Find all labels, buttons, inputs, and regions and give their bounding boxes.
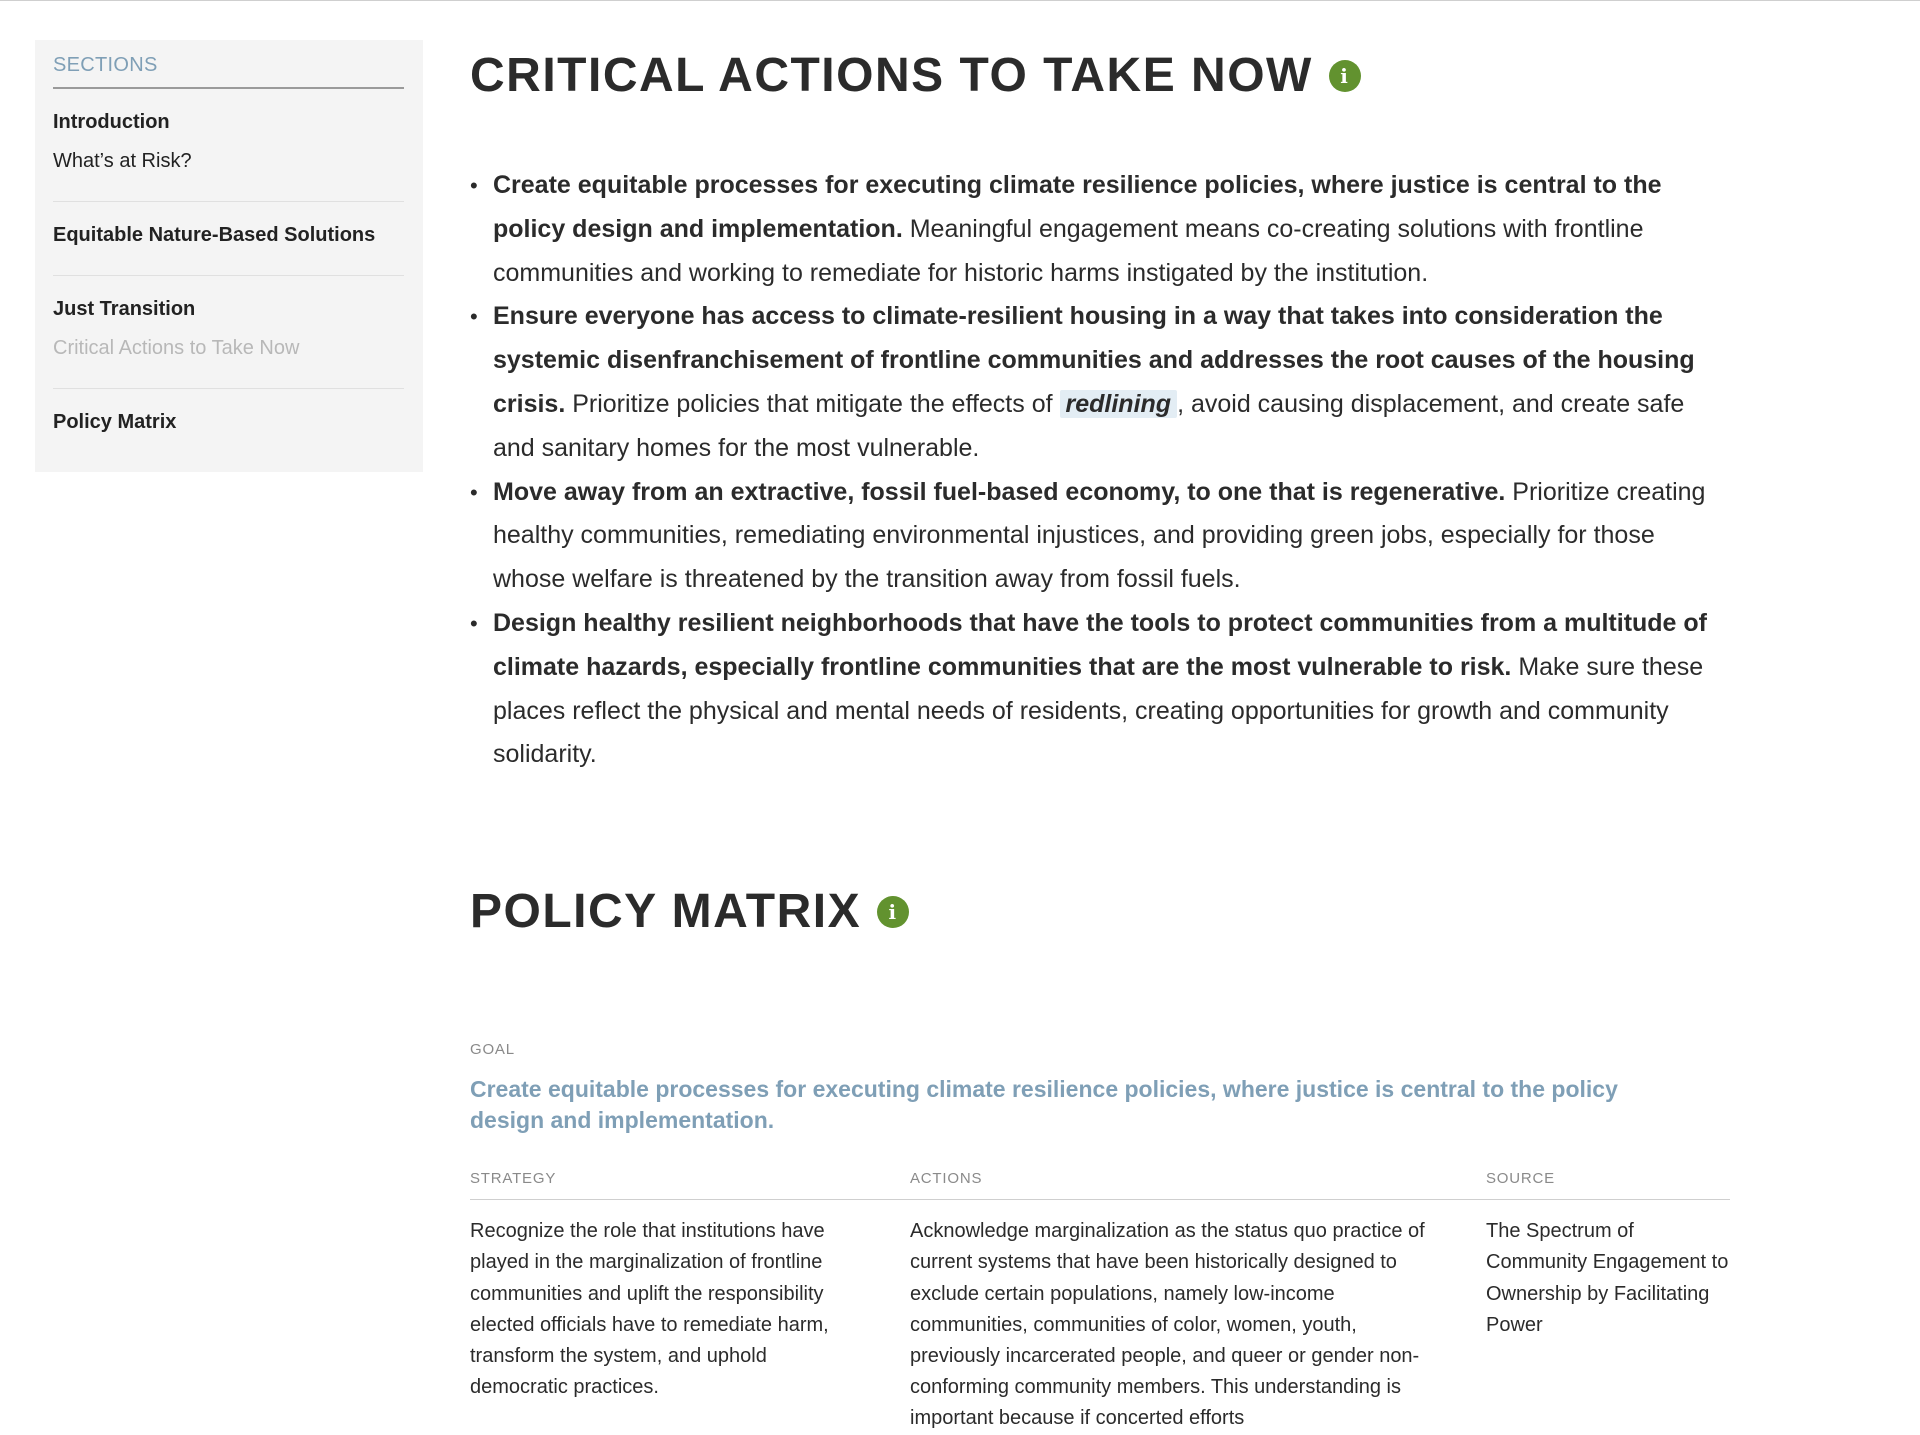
section-policy-matrix-heading xyxy=(470,876,1730,948)
critical-actions-title: CRITICAL ACTIONS TO TAKE NOW xyxy=(470,49,1313,102)
sidebar-item-whats-at-risk[interactable]: What’s at Risk? xyxy=(53,150,192,172)
list-item xyxy=(470,471,1730,602)
policy-matrix-title: POLICY MATRIX xyxy=(470,885,862,939)
sidebar-item-critical-actions[interactable]: Critical Actions to Take Now xyxy=(53,337,300,359)
section-critical-actions-heading xyxy=(470,40,1730,112)
top-border xyxy=(0,0,1920,1)
action-text: Prioritize creating healthy communities, remediating environmental injustices, and providing green jobs, especially for those whose welfare is threatened by the transition away from fossil fuels. xyxy=(493,477,1706,594)
table-header-row xyxy=(470,1170,1730,1200)
action-text: Make sure these places reflect the physical and mental needs of residents, creating opportunities for growth and community solidarity. xyxy=(493,652,1704,769)
glossary-term-redlining[interactable]: redlining xyxy=(1060,390,1178,418)
sidebar-title: SECTIONS xyxy=(53,54,404,89)
main-content xyxy=(470,40,1730,1435)
list-item xyxy=(470,164,1730,295)
goal-label: GOAL xyxy=(470,1041,515,1059)
list-item xyxy=(470,295,1730,470)
sections-sidebar xyxy=(35,40,423,472)
info-icon[interactable]: i xyxy=(1329,60,1361,92)
sidebar-item-introduction[interactable]: Introduction xyxy=(53,111,170,133)
sidebar-group-just-transition xyxy=(53,276,404,389)
action-text: Meaningful engagement means co-creating solutions with frontline communities and working to remediate for historic harms instigated by the institution. xyxy=(493,214,1644,287)
critical-actions-list xyxy=(470,164,1730,777)
column-header-source: SOURCE xyxy=(1486,1170,1730,1200)
sidebar-group-policy xyxy=(53,389,404,462)
action-bold-text: Ensure everyone has access to climate-resilient housing in a way that takes into consideration the systemic disenfranchisement of frontline communities and addresses the root causes of the housing crisis. xyxy=(493,302,1695,418)
actions-cell: Acknowledge marginalization as the status quo practice of current systems that have been historically designed to exclude certain populations, namely low-income communities, communities of color, women, youth, previously incarcerated people, and queer or gender non-conforming community members. This understanding is important because if concerted efforts xyxy=(910,1220,1425,1430)
info-icon[interactable]: i xyxy=(877,896,909,928)
sidebar-item-policy-matrix[interactable]: Policy Matrix xyxy=(53,411,177,433)
action-text: Prioritize policies that mitigate the effects of xyxy=(565,389,1060,418)
sidebar-item-equitable-nature-based-solutions[interactable]: Equitable Nature-Based Solutions xyxy=(53,224,376,246)
action-bold-text: Design healthy resilient neighborhoods that have the tools to protect communities from a multitude of climate hazards, especially frontline communities that are the most vulnerable to risk. xyxy=(493,608,1708,681)
sidebar-item-just-transition[interactable]: Just Transition xyxy=(53,298,196,320)
list-item xyxy=(470,602,1730,777)
action-bold-text: Create equitable processes for executing climate resilience policies, where justice is central to the policy design and implementation. xyxy=(493,171,1662,243)
table-row xyxy=(470,1200,1730,1435)
goal-text: Create equitable processes for executing climate resilience policies, where justice is central to the policy design and implementation. xyxy=(470,1076,1618,1134)
sidebar-group-nature xyxy=(53,202,404,276)
source-cell: The Spectrum of Community Engagement to Ownership by Facilitating Power xyxy=(1486,1220,1729,1336)
sidebar-group-intro xyxy=(53,89,404,202)
policy-matrix-table xyxy=(470,1170,1730,1434)
action-text: , avoid causing displacement, and create safe and sanitary homes for the most vulnerable. xyxy=(493,389,1685,462)
strategy-cell: Recognize the role that institutions have played in the marginalization of frontline communities and uplift the responsibility elected officials have to remediate harm, transform the system, and uphold democratic practices. xyxy=(470,1220,829,1399)
column-header-strategy: STRATEGY xyxy=(470,1170,910,1200)
action-bold-text: Move away from an extractive, fossil fuel-based economy, to one that is regenerative. xyxy=(493,477,1506,506)
column-header-actions: ACTIONS xyxy=(910,1170,1486,1200)
